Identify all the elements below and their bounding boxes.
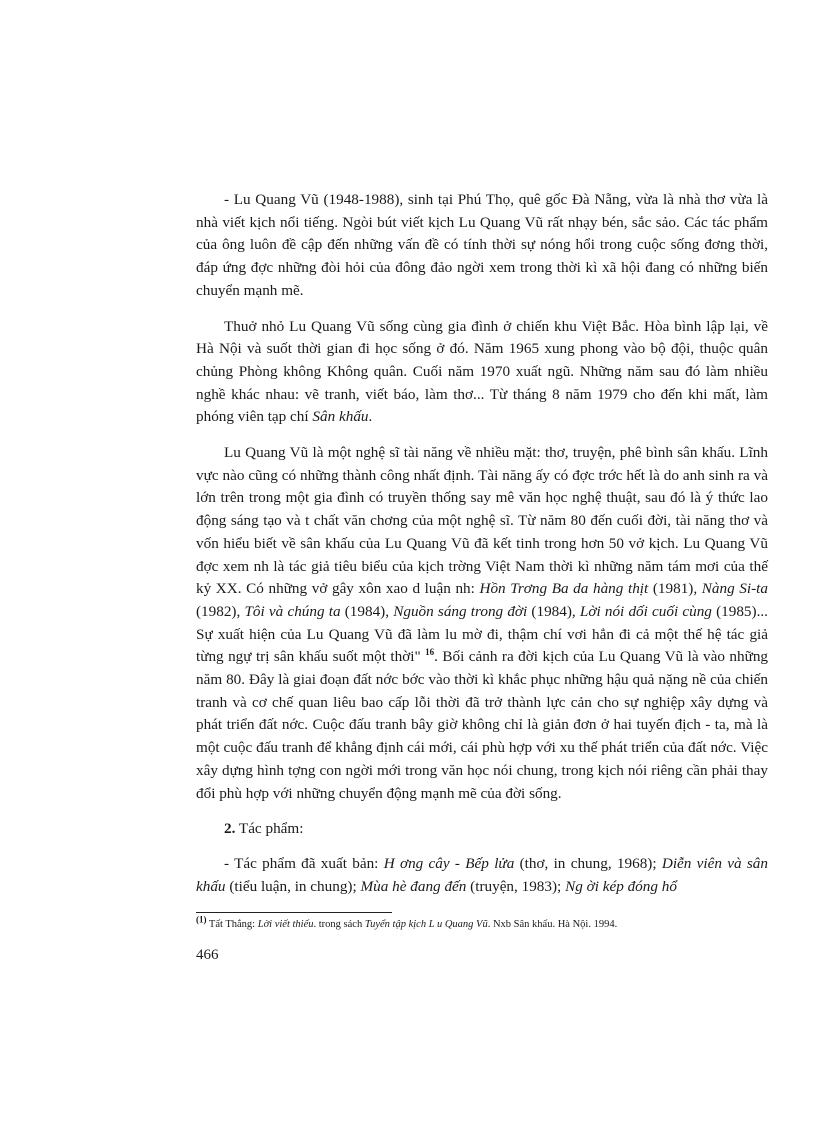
paragraph-text: - Tác phẩm đã xuất bản: <box>224 854 384 872</box>
body-text <box>196 189 768 911</box>
journal-title: Sân khấu <box>312 408 369 426</box>
paragraph-biography <box>196 189 768 303</box>
work-year: (1984), <box>340 602 394 620</box>
footnote-title: Lời viết thiếu <box>257 919 314 930</box>
footnote-marker: (1) <box>196 914 207 925</box>
paragraph-text: . Bối cảnh ra đời kịch của Lu Quang Vũ là vào những năm 80. Đây là giai đoạn đất nớc bớc vào thời kì khắc phục những hậu quả nặng nề của chiến tranh và cơ chế quan liêu bao cấp lỗi thời đã trở thành lực cản cho sự nghiệp xây dựng và phát triển đất nớc. Cuộc đấu tranh bây giờ không chỉ là giản đơn ở hai tuyến địch - ta, mà là một cuộc đấu tranh để khẳng định cái mới, cái phù hợp với xu thế phát triển của đất nớc. Việc xây dựng hình tợng con ngời mới trong văn học nói chung, trong kịch nói riêng cần phải thay đổi phù hợp với những chuyển động mạnh mẽ của đời sống. <box>196 648 769 802</box>
work-title: Lời nói dối cuối cùng <box>579 602 712 620</box>
work-title: Ng ời kép đóng hổ <box>565 877 677 895</box>
work-detail: (thơ, in chung, 1968); <box>514 854 662 872</box>
footnote-publisher: . Nxb Sân khấu. Hà Nội. 1994. <box>487 919 618 930</box>
work-title: Tôi và chúng ta <box>244 602 341 620</box>
work-year: (1984), <box>527 602 580 620</box>
footnote-reference: 16 <box>425 647 435 658</box>
paragraph-text: . <box>368 408 373 426</box>
section-heading <box>196 818 768 841</box>
footnote-book: Tuyển tập kịch L u Quang Vũ <box>364 919 488 930</box>
paragraph-text: - Lu Quang Vũ (1948-1988), sinh tại Phú Thọ, quê gốc Đà Nẵng, vừa là nhà thơ vừa là nhà viết kịch nổi tiếng. Ngòi bút viết kịch Lu Quang Vũ rất nhạy bén, sắc sảo. Các tác phẩm của ông luôn đề cập đến những vấn đề có tính thời sự nóng hổi trong cuộc sống đơng thời, đáp ứng đợc những đòi hỏi của đông đảo ngời xem trong thời kì xã hội đang có những biến chuyển mạnh mẽ. <box>196 191 768 299</box>
section-label: Tác phẩm: <box>235 820 304 838</box>
work-year: (1982), <box>196 602 245 620</box>
section-number: 2. <box>224 820 236 838</box>
page-number: 466 <box>196 947 219 963</box>
footnote-divider <box>196 912 392 913</box>
paragraph-early-life <box>196 316 768 430</box>
work-detail: (tiểu luận, in chung); <box>225 877 361 895</box>
footnote-text: . trong sách <box>313 919 365 930</box>
work-title: Nàng Si-ta <box>701 580 768 598</box>
paragraph-works <box>196 853 768 898</box>
work-title: Hồn Trơng Ba da hàng thịt <box>479 580 649 598</box>
work-title: Mùa hè đang đến <box>360 877 467 895</box>
work-title: H ơng cây - Bếp lửa <box>383 854 515 872</box>
footnote <box>196 914 768 932</box>
work-title: Nguồn sáng trong đời <box>393 602 528 620</box>
paragraph-text: (1985)... Sự xuất hiện của Lu Quang Vũ đã làm lu mờ đi, thậm chí vơi hẳn đi cả một thế hệ tác giả từng ngự trị sân khấu suốt một thời" <box>196 602 768 666</box>
work-title: Diễn viên và sân khấu <box>196 854 768 895</box>
work-year: (1981), <box>648 580 702 598</box>
paragraph-text: Lu Quang Vũ là một nghệ sĩ tài năng về nhiều mặt: thơ, truyện, phê bình sân khấu. Lĩnh vực nào cũng có những thành công nhất định. Tài năng ấy có đợc trớc hết là do anh sinh ra và lớn trên trong một gia đình có truyền thống say mê văn học nghệ thuật, sau đó là ý thức lao động sáng tạo và t chất văn chơng của một nghệ sĩ. Từ năm 80 đến cuối đời, tài năng thơ và vốn hiểu biết về sân khấu của Lu Quang Vũ đã kết tinh trong hơn 50 vở kịch. Lu Quang Vũ đợc xem nh là tác giả tiêu biểu của kịch trờng Việt Nam thời kì những năm tám mơi của thế kỷ XX. Có những vở gây xôn xao d luận nh: <box>196 444 768 598</box>
work-detail: (truyện, 1983); <box>466 877 566 895</box>
footnote-author: Tất Thắng: <box>206 919 258 930</box>
paragraph-text: Thuở nhỏ Lu Quang Vũ sống cùng gia đình ở chiến khu Việt Bắc. Hòa bình lập lại, về Hà Nội và suốt thời gian đi học sống ở đó. Năm 1965 xung phong vào bộ đội, thuộc quân chủng Phòng không Không quân. Cuối năm 1970 xuất ngũ. Những năm sau đó làm nhiều nghề khác nhau: vẽ tranh, viết báo, làm thơ... Từ tháng 8 năm 1979 cho đến khi mất, làm phóng viên tạp chí <box>196 317 768 426</box>
paragraph-career <box>196 442 768 805</box>
